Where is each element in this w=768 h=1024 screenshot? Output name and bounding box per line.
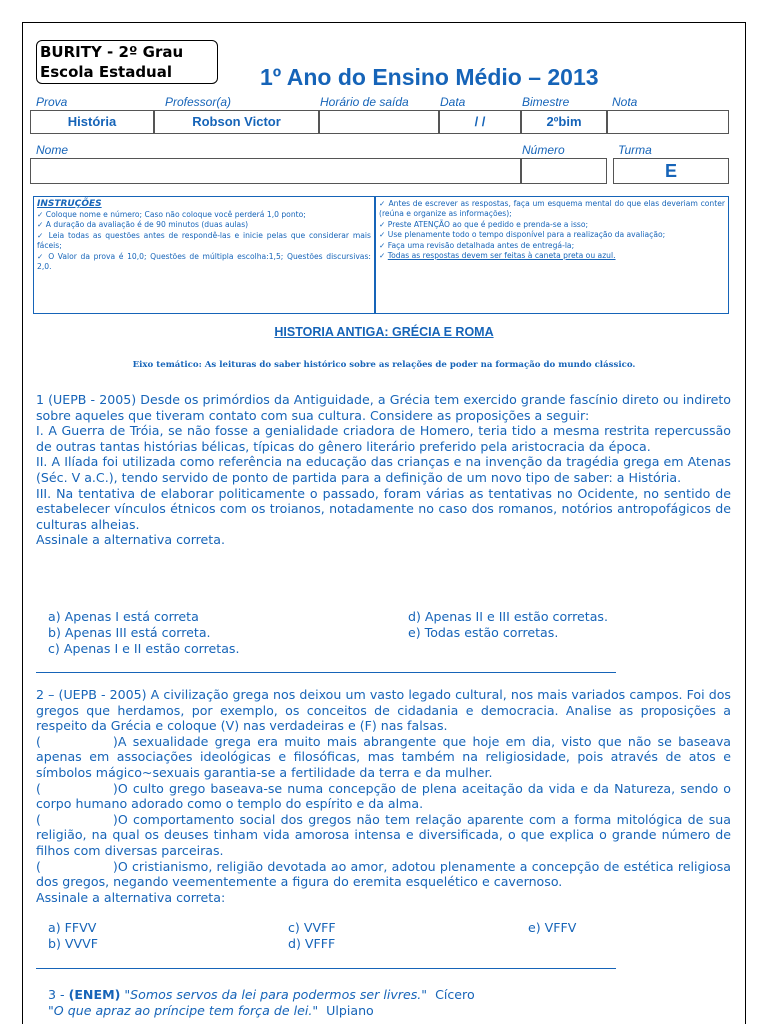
check-icon: ✓ (37, 220, 44, 230)
section-title: HISTORIA ANTIGA: GRÉCIA E ROMA (274, 325, 494, 339)
bimestre-label: Bimestre (522, 95, 570, 109)
q2-option-e[interactable]: e) VFFV (528, 920, 577, 935)
school-logo-box (36, 40, 218, 84)
numero-field[interactable] (521, 158, 607, 184)
data-field[interactable]: / / (439, 110, 521, 134)
question-3-line1: 3 - (ENEM) "Somos servos da lei para podermos ser livres." Cícero (48, 987, 475, 1002)
check-icon: ✓ (37, 210, 44, 219)
check-icon: ✓ (379, 199, 386, 208)
prova-field[interactable]: História (30, 110, 154, 134)
question-2-intro: 2 – (UEPB - 2005) A civilização grega nos deixou um vasto legado cultural, nos mais variados campos. Foi dos gregos que herdamos, por exemplo, os conceitos de cidadania e democracia. Analise as proposições a respeito da Grécia e coloque (V) nas verdadeiras e (F) nas falsas. (36, 687, 731, 734)
divider-line (36, 672, 616, 673)
nome-field[interactable] (30, 158, 521, 184)
question-3-line2: "O que apraz ao príncipe tem força de lei." Ulpiano (48, 1003, 374, 1018)
proposition-3: III. Na tentativa de elaborar politicamente o passado, foram várias as tentativas no Ocidente, no sentido de estabelecer vínculos étnicos com os troianos, notadamente no caso dos romanos, notórios antropofágicos de culturas alheias. (36, 485, 731, 532)
question-2 (36, 687, 731, 905)
school-name-line1: BURITY - 2º Grau (40, 43, 184, 61)
instruction-item: ✓ O Valor da prova é 10,0; Questões de múltipla escolha:1,5; Questões discursivas: 2,0. (37, 251, 371, 272)
question-1-prompt: Assinale a alternativa correta. (36, 532, 225, 548)
statement-2: ( )O culto grego baseava-se numa concepção de plena aceitação da vida e da Natureza, sendo o corpo humano adorado como o templo do espírito e da alma. (36, 780, 731, 812)
page-title: 1º Ano do Ensino Médio – 2013 (260, 64, 599, 90)
check-icon: ✓ (37, 230, 45, 240)
instruction-item: ✓ Leia todas as questões antes de respondê-las e inicie pelas que considerar mais fáceis; (37, 230, 371, 251)
eixo-tematico: Eixo temático: As leituras do saber histórico sobre as relações de poder na formação do mundo clássico. (132, 360, 636, 370)
q1-option-a[interactable]: a) Apenas I está correta (48, 609, 199, 624)
school-name-line2: Escola Estadual (40, 63, 173, 81)
statement-3: ( )O comportamento social dos gregos não tem relação aparente com a forma mitológica de sua religião, na qual os deuses tinham vida amorosa intensa e diversificada, o que explica o grande número de filhos com diversas parceiras. (36, 811, 731, 858)
q2-option-b[interactable]: b) VVVF (48, 936, 98, 951)
nota-label: Nota (612, 95, 638, 109)
instruction-item: ✓ Todas as respostas devem ser feitas à caneta preta ou azul. (379, 251, 616, 261)
question-1-intro: 1 (UEPB - 2005) Desde os primórdios da Antiguidade, a Grécia tem exercido grande fascínio direto ou indireto sobre aqueles que tiveram contato com sua cultura. Considere as proposições a seguir: (36, 392, 731, 423)
proposition-2: II. A Ilíada foi utilizada como referência na educação das crianças e na invenção da tragédia grega em Atenas (Séc. V a.C.), tendo servido de ponto de partida para a definição de um novo tipo de saber: a História. (36, 454, 731, 485)
q1-option-e[interactable]: e) Todas estão corretas. (408, 625, 559, 640)
q1-option-d[interactable]: d) Apenas II e III estão corretas. (408, 609, 608, 624)
prova-label: Prova (36, 95, 68, 109)
check-icon: ✓ (379, 230, 386, 240)
horario-field[interactable] (319, 110, 439, 134)
q1-option-b[interactable]: b) Apenas III está correta. (48, 625, 211, 640)
instruction-item: ✓ Faça uma revisão detalhada antes de entregá-la; (379, 240, 575, 250)
instructions-left-box (33, 196, 375, 314)
instruction-item: ✓ Use plenamente todo o tempo disponível para a realização da avaliação; (379, 230, 666, 240)
statement-1: ( )A sexualidade grega era muito mais abrangente que hoje em dia, visto que não se baseava apenas em associações ideológicas e filosóficas, mas também na religiosidade, pois através de atos e símbolos mágico~sexuais garantia-se a fertilidade da terra e da mulher. (36, 733, 731, 780)
professor-field[interactable]: Robson Victor (154, 110, 319, 134)
check-icon: ✓ (379, 240, 386, 250)
data-label: Data (440, 95, 466, 109)
quote-1: Somos servos da lei para podermos ser livres. (130, 987, 422, 1002)
instructions-title: INSTRUÇÕES (37, 199, 102, 209)
quote-1-author: Cícero (435, 987, 475, 1002)
q1-option-c[interactable]: c) Apenas I e II estão corretas. (48, 641, 240, 656)
q2-option-c[interactable]: c) VVFF (288, 920, 336, 935)
quote-2-author: Ulpiano (326, 1003, 374, 1018)
instruction-item: ✓ Coloque nome e número; Caso não coloque você perderá 1,0 ponto; (37, 210, 306, 219)
question-1 (36, 392, 731, 548)
question-3-number: 3 - (48, 987, 69, 1002)
instruction-item: ✓ Preste ATENÇÃO ao que é pedido e prenda-se a isso; (379, 219, 589, 229)
turma-field[interactable]: E (613, 158, 729, 184)
nota-field[interactable] (607, 110, 729, 134)
check-icon: ✓ (379, 219, 386, 229)
instruction-item: ✓ A duração da avaliação é de 90 minutos (duas aulas) (37, 220, 249, 230)
instructions-right-box (375, 196, 729, 314)
q2-option-a[interactable]: a) FFVV (48, 920, 97, 935)
professor-label: Professor(a) (165, 95, 232, 109)
q2-option-d[interactable]: d) VFFF (288, 936, 336, 951)
nome-label: Nome (36, 143, 69, 157)
question-3-source: (ENEM) (68, 987, 121, 1002)
instruction-item: ✓ Antes de escrever as respostas, faça um esquema mental do que elas deveriam conter (reúna e organize as informações); (379, 199, 725, 219)
check-icon: ✓ (379, 251, 386, 261)
question-2-prompt: Assinale a alternativa correta: (36, 889, 226, 905)
proposition-1: I. A Guerra de Tróia, se não fosse a genialidade criadora de Homero, teria tido a mesma restrita repercussão de outras tantas histórias bélicas, típicas do gênero literário preferido pela aristocracia da época. (36, 423, 731, 454)
statement-4: ( )O cristianismo, religião devotada ao amor, adotou plenamente a concepção de estética religiosa dos gregos, negando veementemente a figura do eremita esquelético e cavernoso. (36, 858, 731, 890)
check-icon: ✓ (37, 251, 45, 261)
bimestre-field[interactable]: 2ºbim (521, 110, 607, 134)
turma-label: Turma (618, 143, 652, 157)
quote-2: O que apraz ao príncipe tem força de lei. (53, 1003, 313, 1018)
numero-label: Número (522, 143, 565, 157)
divider-line (36, 968, 616, 969)
horario-label: Horário de saída (320, 95, 409, 109)
